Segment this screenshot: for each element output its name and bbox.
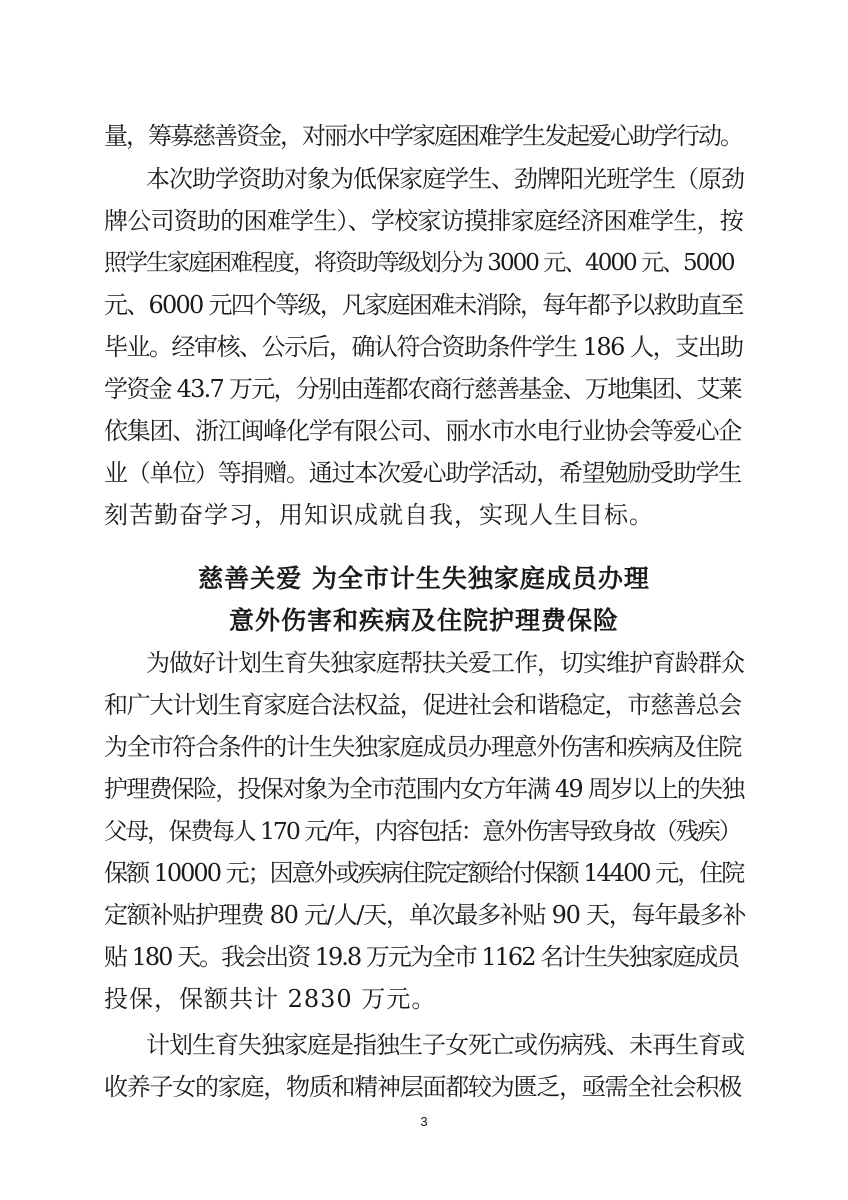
paragraph-3-line: 投保，保额共计 2830 万元。 [104,985,437,1013]
section-heading-line-1: 慈善关爱 为全市计生失独家庭成员办理 [198,564,650,593]
paragraph-2-line: 本次助学资助对象为低保家庭学生、劲牌阳光班学生（原劲 [146,165,744,193]
paragraph-2-line: 依集团、浙江闽峰化学有限公司、丽水市水电行业协会等爱心企 [104,417,741,445]
paragraph-2-line: 毕业。经审核、公示后，确认符合资助条件学生 186 人，支出助 [104,333,743,361]
paragraph-3-line: 贴 180 天。我会出资 19.8 万元为全市 1162 名计生失独家庭成员 [104,943,739,971]
paragraph-4-line: 收养子女的家庭，物质和精神层面都较为匮乏，亟需全社会积极 [104,1073,741,1101]
paragraph-1-line: 量，筹募慈善资金，对丽水中学家庭困难学生发起爱心助学行动。 [104,122,742,150]
paragraph-3-line: 和广大计划生育家庭合法权益，促进社会和谐稳定，市慈善总会 [104,691,741,719]
paragraph-2-line: 照学生家庭困难程度，将资助等级划分为 3000 元、4000 元、5000 [104,250,734,276]
paragraph-3-line: 父母，保费每人 170 元/年，内容包括：意外伤害导致身故（残疾） [104,817,741,845]
paragraph-3-line: 为做好计划生育失独家庭帮扶关爱工作，切实维护育龄群众 [146,649,744,677]
section-heading-line-2: 意外伤害和疾病及住院护理费保险 [228,606,619,635]
paragraph-4-line: 计划生育失独家庭是指独生子女死亡或伤病残、未再生育或 [146,1031,744,1059]
paragraph-2-line: 牌公司资助的困难学生）、学校家访摸排家庭经济困难学生，按 [104,207,743,235]
paragraph-3-line: 定额补贴护理费 80 元/人/天，单次最多补贴 90 天，每年最多补 [104,901,746,929]
paragraph-2-line: 元、6000 元四个等级，凡家庭困难未消除，每年都予以救助直至 [104,291,743,319]
paragraph-3-line: 为全市符合条件的计生失独家庭成员办理意外伤害和疾病及住院 [104,733,741,761]
paragraph-2-line: 业（单位）等捐赠。通过本次爱心助学活动，希望勉励受助学生 [104,459,741,487]
paragraph-2-line: 刻苦勤奋学习，用知识成就自我，实现人生目标。 [104,501,654,529]
paragraph-3-line: 保额 10000 元；因意外或疾病住院定额给付保额 14400 元，住院 [104,859,744,887]
paragraph-3-line: 护理费保险，投保对象为全市范围内女方年满 49 周岁以上的失独 [104,775,744,803]
page-number: 3 [420,1114,428,1129]
paragraph-2-line: 学资金 43.7 万元，分别由莲都农商行慈善基金、万地集团、艾莱 [104,375,741,403]
